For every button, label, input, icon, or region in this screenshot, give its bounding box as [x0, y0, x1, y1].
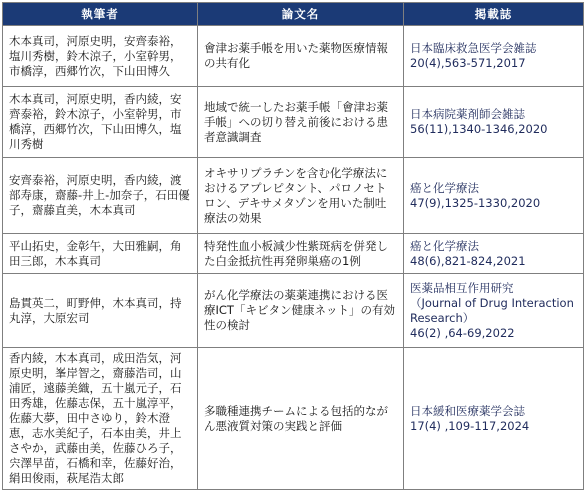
- title-cell: 多職種連携チームによる包括的ながん悪液質対策の実践と評価: [198, 348, 404, 490]
- table-row: [3, 274, 584, 348]
- authors-cell: 島貫英二，町野伸，木本真司，持丸淳，大原宏司: [3, 274, 198, 348]
- header-authors: 執筆者: [3, 3, 198, 26]
- authors-cell: 平山拓史，金彰午，大田雅嗣，角田三郎，木本真司: [3, 234, 198, 274]
- table-row: [3, 348, 584, 490]
- authors-cell: 木本真司，河原史明，安齊泰裕，塩川秀樹，鈴木涼子，小室幹男，市橋淳，西郷竹次，下山田博久: [3, 26, 198, 87]
- journal-cell: 癌と化学療法 48(6),821-824,2021: [404, 234, 584, 274]
- header-row: [3, 3, 584, 26]
- table-row: [3, 87, 584, 158]
- table-row: [3, 234, 584, 274]
- header-journal: 掲載誌: [404, 3, 584, 26]
- authors-cell: 木本真司，河原史明，香内綾，安齊泰裕，鈴木涼子，小室幹男，市橋淳，西郷竹次，下山田博久，塩川秀樹: [3, 87, 198, 158]
- journal-cell: 日本臨床救急医学会雑誌 20(4),563-571,2017: [404, 26, 584, 87]
- authors-cell: 安齊泰裕，河原史明，香内綾，渡部寿康，齋藤-井上-加奈子，石田優子，齋藤直美，木本真司: [3, 158, 198, 234]
- authors-cell: 香内綾，木本真司，成田浩気，河原史明，峯岸智之，齋藤浩司，山浦匠，遠藤美織，五十嵐元子，石田秀雄，佐藤志保，五十嵐淳平，佐藤大夢，田中さゆり，鈴木澄恵，志水美紀子，石本由美，井上さやか，武藤由美，佐藤ひろ子，宍澤早苗，石橋和幸，佐藤好治，絹田俊雨，萩尾浩太郎: [3, 348, 198, 490]
- publication-table: [2, 2, 584, 490]
- table-row: [3, 158, 584, 234]
- title-cell: 地域で統一したお薬手帳「會津お薬手帳」への切り替え前後における患者意識調査: [198, 87, 404, 158]
- table-body: [3, 26, 584, 490]
- journal-cell: 日本緩和医療薬学会誌 17(4) ,109-117,2024: [404, 348, 584, 490]
- table-header: [3, 3, 584, 26]
- table-row: [3, 26, 584, 87]
- journal-cell: 癌と化学療法 47(9),1325-1330,2020: [404, 158, 584, 234]
- header-title: 論文名: [198, 3, 404, 26]
- title-cell: 會津お薬手帳を用いた薬物医療情報の共有化: [198, 26, 404, 87]
- journal-cell: 日本病院薬剤師会雑誌 56(11),1340-1346,2020: [404, 87, 584, 158]
- title-cell: オキサリプラチンを含む化学療法におけるアプレピタント、パロノセトロン、デキサメタゾンを用いた制吐療法の効果: [198, 158, 404, 234]
- journal-cell: 医薬品相互作用研究 （Journal of Drug Interaction Research） 46(2) ,64-69,2022: [404, 274, 584, 348]
- title-cell: がん化学療法の薬薬連携における医療ICT「キビタン健康ネット」の有効性の検討: [198, 274, 404, 348]
- title-cell: 特発性血小板減少性紫斑病を併発した白金抵抗性再発卵巣癌の1例: [198, 234, 404, 274]
